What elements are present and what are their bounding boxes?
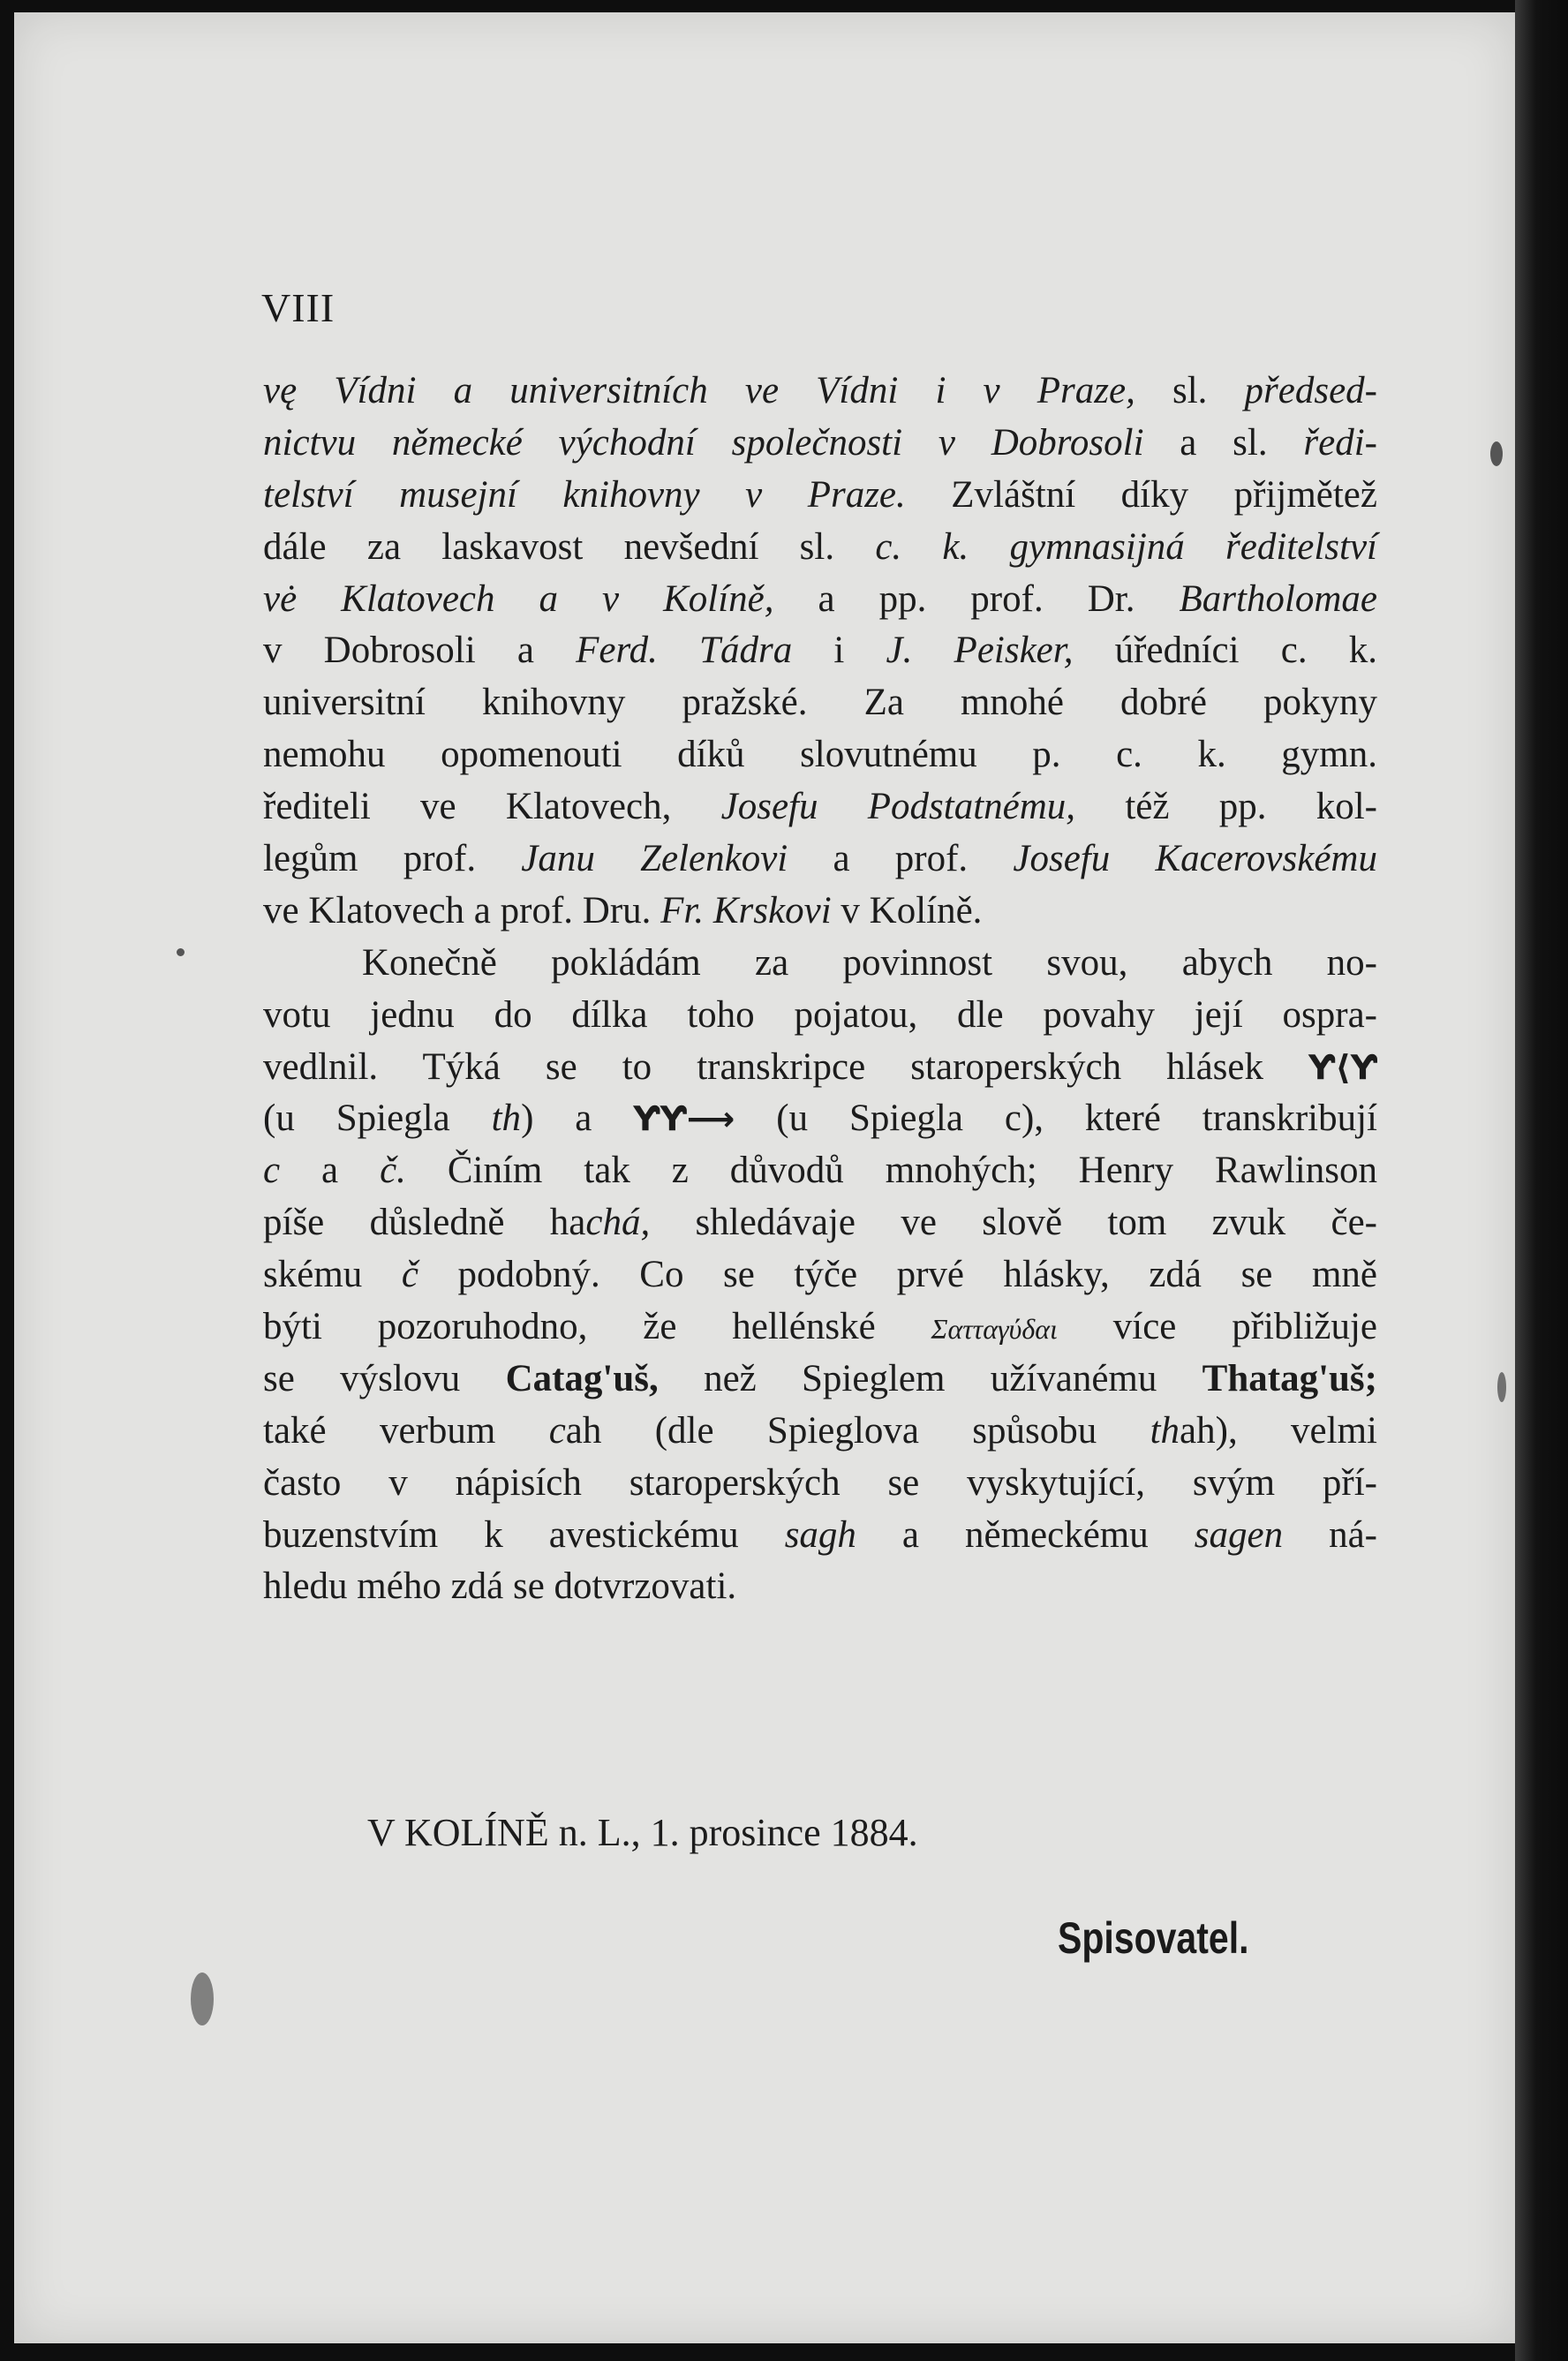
text-span: též pp. kol- [1075,786,1377,828]
text-line [263,522,1377,574]
text-span: universitní knihovny pražské. Za mnohé dobré pokyny [263,682,1377,724]
text-line [263,781,1377,834]
text-span: Josefu Podstatnému, [720,786,1076,828]
text-span: Catag'uš, [505,1357,659,1399]
text-span: sl. [1135,370,1245,411]
text-span: c. k. gymnasijná ředitelství [875,525,1377,568]
text-span: sagh [784,1513,856,1556]
text-line [263,1301,1377,1354]
text-span: více přibližuje [1057,1306,1377,1348]
text-span: ve Klatovech a prof. Dru. [263,889,661,932]
text-span: c [548,1409,566,1452]
ink-blot [1490,441,1503,466]
text-span: často v nápisích staroperských se vyskytující, svým pří- [263,1461,1377,1504]
text-line [263,366,1377,418]
text-line [263,1406,1377,1458]
text-span: ah (dle Spieglova spůsobu [565,1409,1150,1452]
text-span: ) a [521,1098,634,1140]
text-line [263,470,1377,522]
page-number: VIII [261,285,335,330]
text-span: Zvláštní díky přijmětež [905,473,1377,516]
text-line [263,1042,1377,1094]
text-span: buzenstvím k avestickému [263,1513,785,1556]
text-line [263,834,1377,886]
text-line [263,1145,1377,1197]
text-span: Janu Zelenkovi [521,838,788,880]
text-line [263,729,1377,781]
text-span: v Kolíně. [831,889,983,932]
text-span: a prof. [788,838,1014,880]
text-span: a sl. [1143,421,1304,464]
text-span: a [280,1150,381,1192]
text-span: vedlnil. Týká se to transkripce staroperských hlásek [263,1045,1309,1088]
text-span: shledávaje ve slově tom zvuk če- [650,1202,1378,1244]
ink-blot [177,948,185,956]
text-span: J. Peisker, [886,630,1074,672]
text-span: než Spieglem užívanému [658,1357,1202,1399]
text-line [263,418,1377,470]
book-spine [1515,0,1568,2361]
text-span: a německému [856,1513,1195,1556]
text-line [263,1093,1377,1145]
text-span: Činím tak z důvodů mnohých; Henry Rawlinson [405,1150,1377,1192]
text-span: vę Vídni a universitních ve Vídni i v Praze, [263,370,1135,411]
text-span: se výslovu [263,1357,506,1399]
cuneiform-glyph: Ƴ⟨Ƴ [1308,1047,1377,1087]
text-span: sagen [1194,1513,1284,1556]
text-line [263,1561,1377,1613]
text-line [263,1510,1377,1562]
dateline: V KOLÍNĚ n. L., 1. prosince 1884. [367,1811,918,1854]
text-span: skému [263,1254,402,1296]
text-span: píše důsledně ha [263,1202,586,1244]
text-span: býti pozoruhodno, že hellénské [263,1306,931,1348]
book-page [14,12,1515,2343]
text-line [263,574,1377,626]
text-line [263,938,1377,990]
text-span: votu jednu do dílka toho pojatou, dle povahy její ospra- [263,993,1377,1036]
text-span: vė Klatovech a v Kolíně, [263,577,774,620]
text-span: v Dobrosoli a [263,630,577,672]
text-span: Josefu Kacerovskému [1013,838,1377,880]
text-span: c [263,1150,281,1192]
text-line [263,677,1377,729]
text-span: (u Spiegla [263,1098,492,1140]
signature: Spisovatel. [1058,1913,1249,1963]
text-span: a pp. prof. Dr. [773,577,1180,620]
text-span: úředníci c. k. [1073,630,1377,672]
text-line [263,625,1377,677]
text-span: (u Spiegla c), které transkribují [735,1098,1377,1140]
text-line [263,886,1377,938]
text-span: nictvu německé východní společnosti v Dobrosoli [263,421,1144,464]
text-span: ná- [1283,1513,1378,1556]
text-span: podobný. Co se týče prvé hlásky, zdá se mně [418,1254,1377,1296]
text-span: nemohu opomenouti díků slovutnému p. c. k. gymn. [263,734,1377,776]
text-span: Thatag'uš; [1202,1357,1377,1399]
greek-word: Σατταγύδαι [931,1313,1058,1346]
cuneiform-glyph: ƳƳ⟶ [633,1099,735,1139]
text-line [263,990,1377,1042]
text-span: řediteli ve Klatovech, [263,786,721,828]
text-span: legům prof. [263,838,522,880]
text-span: i [792,630,886,672]
text-span: Ferd. Tádra [576,630,793,672]
text-span: th [491,1098,522,1140]
ink-blot [191,1973,214,2025]
text-line [263,1458,1377,1510]
ink-blot [1497,1372,1506,1402]
text-span: také verbum [263,1409,549,1452]
text-span: chá, [585,1202,651,1244]
text-span: Bartholomae [1179,577,1377,620]
text-span: th [1150,1409,1180,1452]
text-span: Fr. Krskovi [660,889,832,932]
text-span: č [401,1254,418,1296]
text-span: dále za laskavost nevšední sl. [263,525,876,568]
text-span: předsed- [1244,370,1377,411]
text-line [263,1249,1377,1301]
text-line [263,1197,1377,1249]
text-span: č. [380,1150,406,1192]
text-span: Konečně pokládám za povinnost svou, abych no- [362,941,1377,984]
text-line [263,1354,1377,1406]
text-span: hledu mého zdá se dotvrzovati. [263,1565,737,1608]
text-span: ah), velmi [1180,1409,1377,1452]
body-text [263,366,1377,1613]
text-span: telství musejní knihovny v Praze. [263,473,906,516]
text-span: ředi- [1303,421,1377,464]
